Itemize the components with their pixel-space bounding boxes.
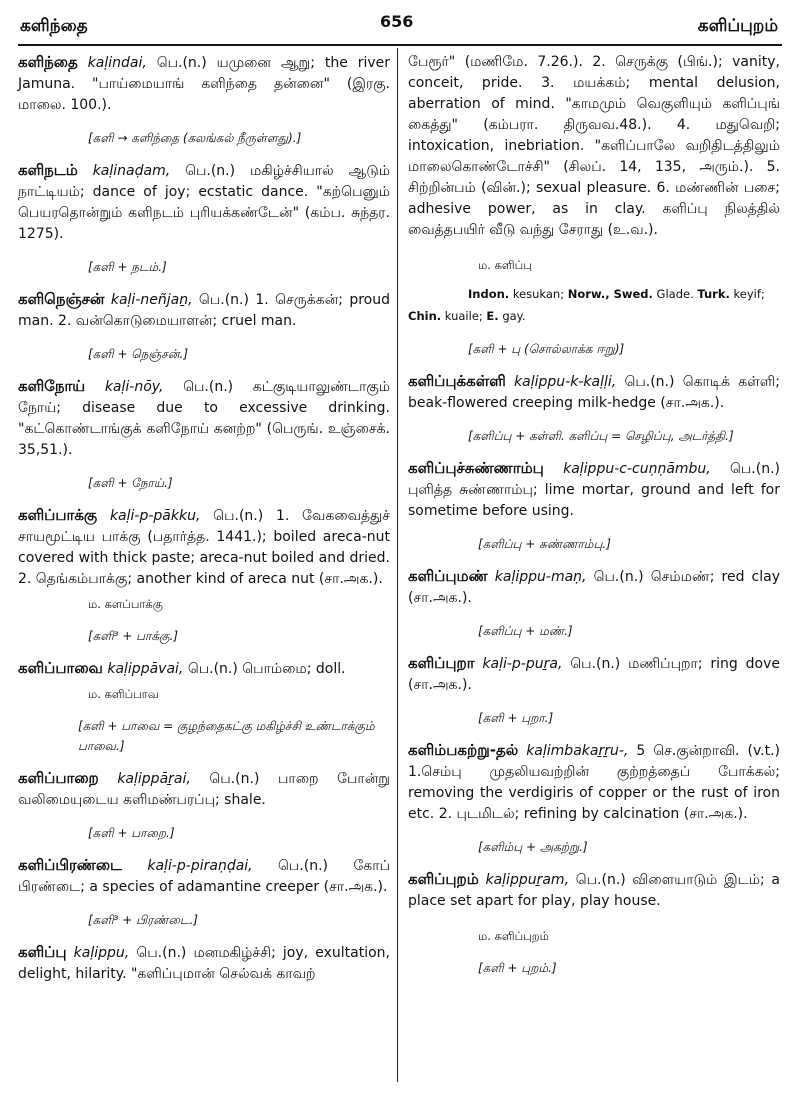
entry-headword: களிப்புக்கள்ளி [408, 372, 506, 390]
entry-etymology: [களிப்பு + கள்ளி. களிப்பு = செழிப்பு, அடர்த்தி.] [468, 429, 734, 443]
entry-kalinadam [18, 160, 390, 277]
entry-continuation-text: பேரூர்" (மணிமே. 7.26.). 2. செருக்கு (பிங்.); vanity, conceit, pride. 3. மயக்கம்; mental delusion, aberration of mind. "காமமும் வெகுளியும் களிப்புங் கைத்து" (கம்பரா. திருவவ.48.). 4. மதுவெறி; intoxication, inebriation. "களிப்பாலே வறிதிடத்திலும் மாலைகொண்டோச்சி" (சிலப். 14, 135, அரும்.). 5. சிற்றின்பம் (வின்.); sexual pleasure. 6. மண்ணின் பசை; adhesive power, as in clay. களிப்பு நிலத்தில் வைத்தபயிர் வீடு வந்து சேராது (உ.வ.). [408, 54, 780, 238]
entry-text: பெ.(n.) விளையாடும் இடம்; a place set apart for play, play house. [408, 872, 781, 909]
foreign-cognates [408, 283, 780, 327]
entry-definition [18, 768, 390, 811]
entry-kali-p-pura [408, 653, 780, 728]
entry-text: பெ.(n.) பொம்மை; doll. [183, 661, 346, 677]
entry-headword: களிப்புறா [408, 654, 475, 672]
entry-definition [408, 740, 780, 825]
cognate-word: kesukan; [512, 287, 565, 301]
entry-etymology: [களி + பாறை.] [88, 826, 175, 840]
entry-kalippu [18, 942, 390, 985]
entry-kali-noy [18, 376, 390, 493]
entry-transliteration: kaḷindai, [87, 55, 147, 71]
cognate-word: kuaile; [444, 309, 483, 323]
entry-text: பெ.(n.) யமுனை ஆறு; the river Jamuna. "பாய்மையாங் களிந்தை தன்னை" (இரகு. மாலை. 100.). [18, 55, 390, 113]
entry-headword: களிநெஞ்சன் [18, 290, 105, 308]
entry-text: பெ.(n.) மணிப்புறா; ring dove (சா.அக.). [408, 656, 780, 693]
header-first-word: களிந்தை [20, 16, 88, 36]
cognate-language: E. [486, 309, 499, 323]
entry-definition [18, 160, 390, 245]
header-last-word: களிப்புறம் [697, 16, 778, 36]
entry-transliteration: kaḷi-p-puṟa, [482, 656, 563, 672]
entry-kalippuram [408, 869, 780, 978]
entry-text: பெ.(n.) கொடிக் கள்ளி; beak-flowered creeping milk-hedge (சா.அக.). [408, 374, 780, 411]
entry-kalimbakarru [408, 740, 780, 857]
entry-etymology: [களி + பாவை = குழந்தைகட்கு மகிழ்ச்சி உண்டாக்கும் பாவை.] [78, 719, 375, 753]
entry-definition [18, 505, 390, 590]
entry-transliteration: kaḷi-p-pākku, [109, 508, 201, 524]
entry-etymology: [களி + நடம்.] [88, 260, 167, 274]
entry-text: பெ.(n.) புளித்த சுண்ணாம்பு; lime mortar, ground and left for sometime before using. [408, 461, 781, 519]
entry-text: பெ.(n.) 1. வேகவைத்துச் சாயமூட்டிய பாக்கு (பதார்த்த. 1441.); boiled areca-nut covered with thick paste; areca-nut boiled and dried. 2. தெங்கம்பாக்கு; another kind of areca nut (சா.அக.). [18, 508, 391, 587]
entry-transliteration: kaḷinaḍam, [92, 163, 171, 179]
entry-transliteration: kaḷippuṟam, [485, 872, 570, 888]
entry-kalippu-man [408, 566, 780, 641]
page-header [0, 0, 800, 46]
entry-cognate: ம. களிப்புறம் [478, 929, 549, 943]
header-rule [18, 44, 782, 46]
entry-text: பெ.(n.) மனமகிழ்ச்சி; joy, exultation, delight, hilarity. "களிப்புமான் செல்வக் காவற் [18, 945, 390, 982]
entry-etymology: [களி + நோய்.] [88, 476, 173, 490]
entry-etymology: [களி³ + பாக்கு.] [88, 629, 179, 643]
entry-kalippavai [18, 658, 390, 756]
entry-transliteration: kaḷi-neñjaṉ, [110, 292, 193, 308]
entry-transliteration: kaḷi-p-piraṇḍai, [147, 858, 253, 874]
entry-cognate: ம. களப்பாக்கு [88, 597, 163, 611]
entry-text: பெ.(n.) கட்குடியாலுண்டாகும் நோய்; disease due to excessive drinking. "கட்கொண்டாங்குக் களிநோய் கனற்ற" (பெருங். உஞ்சைக். 35,51.). [18, 379, 391, 458]
entry-headword: களிப்பாக்கு [18, 506, 98, 524]
entry-headword: களிநடம் [18, 161, 78, 179]
entry-definition [18, 52, 390, 116]
entry-definition [408, 653, 780, 696]
entry-headword: களிப்பிரண்டை [18, 856, 122, 874]
entry-headword: களிநோய் [18, 377, 86, 395]
entry-text: பெ.(n.) 1. செருக்கன்; proud man. 2. வன்கொடுமையாளன்; cruel man. [18, 292, 390, 329]
entry-kalipparai [18, 768, 390, 843]
entry-transliteration: kaḷippu, [73, 945, 130, 961]
left-column [18, 52, 390, 985]
entry-cognate: ம. களிப்பாவ [88, 687, 159, 701]
cognate-language: Chin. [408, 309, 442, 323]
entry-etymology: [களி + புறா.] [478, 711, 554, 725]
entry-kalindai [18, 52, 390, 148]
entry-etymology: [களிப்பு + சுண்ணாம்பு.] [478, 537, 611, 551]
entry-transliteration: kaḷippu-maṇ, [494, 569, 587, 585]
entry-headword: களிப்பாறை [18, 769, 99, 787]
entry-definition [408, 566, 780, 609]
entry-definition [408, 371, 780, 414]
entry-definition [18, 289, 390, 332]
entry-kalippu-c-cunnambu [408, 458, 780, 554]
entry-kali-p-pakku [18, 505, 390, 646]
entry-etymology: [களி³ + பிரண்டை.] [88, 913, 198, 927]
entry-kali-nenjan [18, 289, 390, 364]
entry-etymology: [களி + பு (சொல்லாக்க ஈறு)] [468, 342, 625, 356]
entry-definition [18, 376, 390, 461]
entry-transliteration: kaḷippu-k-kaḷḷi, [514, 374, 617, 390]
entry-text: பெ.(n.) மகிழ்ச்சியால் ஆடும் நாட்டியம்; dance of joy; ecstatic dance. "கற்பெனும் பெயரதொன்றும் களிநடம் புரியக்கண்டேன்" (கம்ப. சுந்தர. 1275). [18, 163, 390, 242]
entry-text: 5 செ.குன்றாவி. (v.t.) 1.செம்பு முதலியவற்றின் குற்றத்தைப் போக்கல்; removing the verdigiris of copper or the rust of iron etc. 2. புடமிடல்; refining by calcination (சா.அக.). [408, 743, 781, 822]
right-column [408, 52, 780, 990]
entry-text: பெ.(n.) பாறை போன்று வலிமையுடைய களிமண்பரப்பு; shale. [18, 771, 391, 808]
column-divider [397, 48, 398, 1082]
entry-transliteration: kaḷimbakaṟṟu-, [526, 743, 629, 759]
entry-definition [408, 458, 780, 522]
entry-headword: களிப்புமண் [408, 567, 488, 585]
cognate-word: Glade. [656, 287, 694, 301]
entry-headword: களிப்புறம் [408, 870, 479, 888]
entry-definition [18, 658, 390, 680]
entry-kalippu-continued [408, 52, 780, 359]
entry-transliteration: kaḷippāvai, [107, 661, 184, 677]
entry-kali-p-pirandai [18, 855, 390, 930]
entry-etymology: [களி + புறம்.] [478, 961, 557, 975]
entry-headword: களிந்தை [18, 53, 78, 71]
entry-definition [18, 942, 390, 985]
cognate-language: Indon. [468, 287, 510, 301]
cognate-word: gay. [502, 309, 526, 323]
entry-transliteration: kaḷippāṟai, [117, 771, 191, 787]
entry-headword: களிப்பாவை [18, 659, 103, 677]
cognate-word: keyif; [733, 287, 765, 301]
entry-etymology: [களிம்பு + அகற்று.] [478, 840, 588, 854]
entry-definition [18, 855, 390, 898]
cognate-language: Norw., Swed. [567, 287, 653, 301]
entry-headword: களிம்பகற்று-தல் [408, 741, 519, 759]
entry-headword: களிப்பு [18, 943, 67, 961]
entry-etymology: [களி + நெஞ்சன்.] [88, 347, 189, 361]
entry-definition [408, 869, 780, 912]
entry-kalippu-k-kalli [408, 371, 780, 446]
entry-etymology: [களி → களிந்தை (கலங்கல் நீருள்ளது).] [88, 131, 302, 145]
entry-transliteration: kaḷippu-c-cuṇṇāmbu, [563, 461, 711, 477]
entry-headword: களிப்புச்சுண்ணாம்பு [408, 459, 544, 477]
entry-etymology: [களிப்பு + மண்.] [478, 624, 573, 638]
entry-transliteration: kaḷi-nōy, [104, 379, 164, 395]
page-number: 656 [380, 12, 414, 31]
entry-cognate: ம. களிப்பு [478, 258, 532, 272]
cognate-language: Turk. [697, 287, 730, 301]
entry-text: பெ.(n.) செம்மண்; red clay (சா.அக.). [408, 569, 780, 606]
entry-text: பெ.(n.) கோப் பிரண்டை; a species of adamantine creeper (சா.அக.). [18, 858, 390, 895]
